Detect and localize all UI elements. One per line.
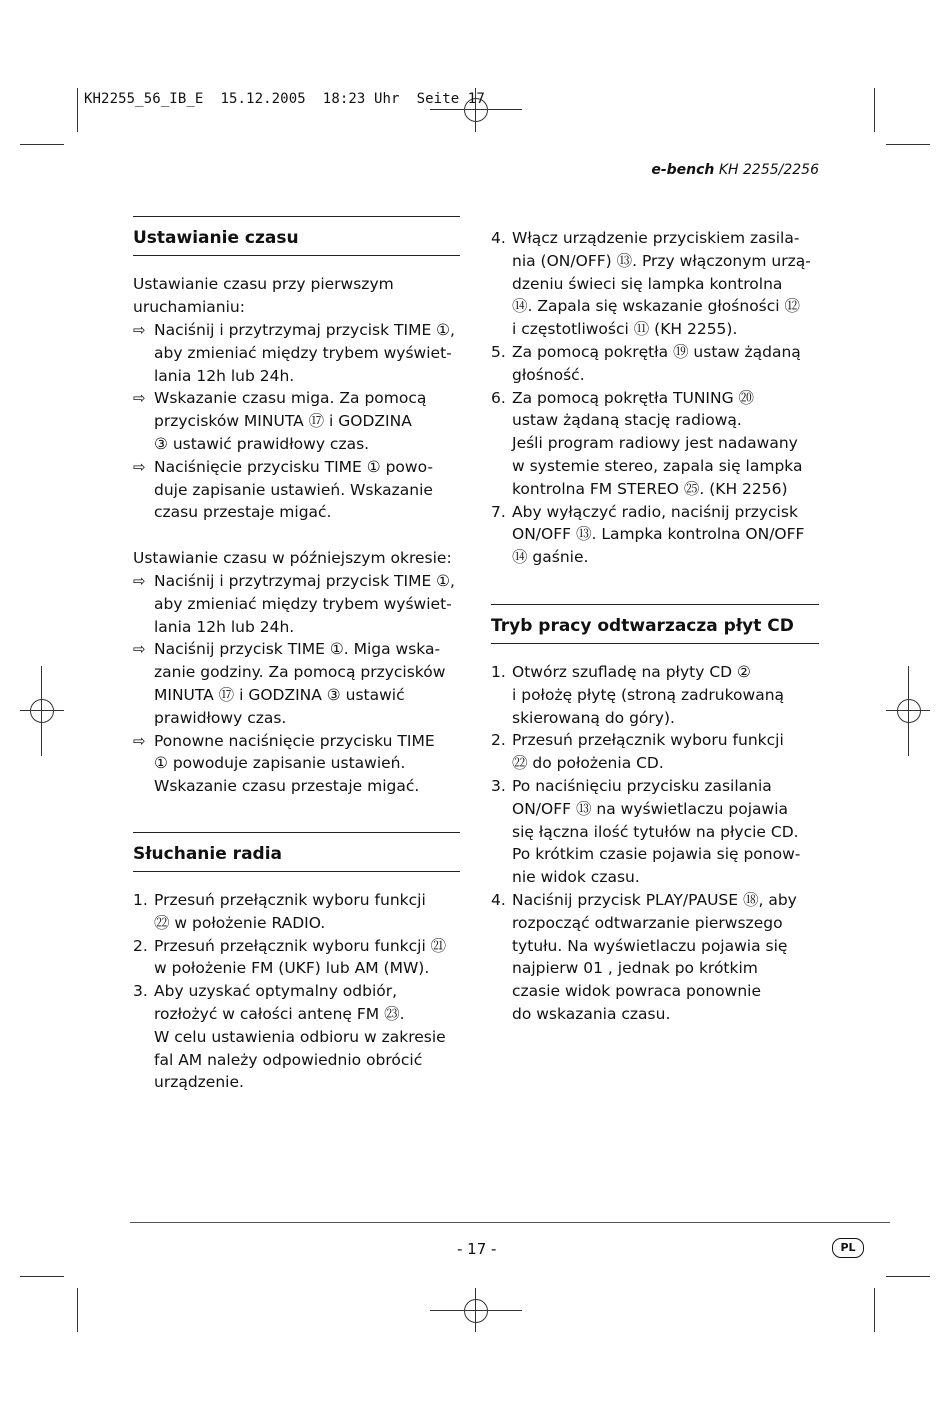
time-first-list: ⇨ Naciśnij i przytrzymaj przycisk TIME ①, aby zmieniać między trybem wyświet- lania 12h lub 24h. ⇨ Wskazanie czasu miga. Za pomocą przycisków MINUTA ⑰ i GODZINA ③ ustawić prawidłowy czas. ⇨ Naciśnięcie przycisku TIME ① powo- duje zapisanie ustawień. Wskazanie czasu przestaje migać. [133, 321, 455, 522]
section-rule [491, 604, 819, 605]
section-rule [133, 871, 460, 872]
section-rule [491, 643, 819, 644]
section-rule [133, 255, 460, 256]
running-header [651, 162, 819, 178]
time-intro-first: Ustawianie czasu przy pierwszym uruchamianiu: [133, 275, 394, 316]
registration-mark [464, 1299, 488, 1323]
list-item: 3. Aby uzyskać optymalny odbiór, [133, 982, 398, 1001]
list-item: ⇨ Naciśnij i przytrzymaj przycisk TIME ①, [133, 570, 455, 593]
list-item: ⇨ Naciśnij i przytrzymaj przycisk TIME ①, [133, 319, 455, 342]
registration-mark [897, 699, 921, 723]
arrow-right-icon: ⇨ [133, 731, 146, 750]
list-item: 2. Przesuń przełącznik wyboru funkcji ㉑ [133, 936, 447, 955]
section-title-time: Ustawianie czasu [133, 228, 299, 248]
crop-mark [77, 88, 78, 132]
arrow-right-icon: ⇨ [133, 640, 146, 659]
crop-mark [77, 1288, 78, 1332]
registration-mark [30, 699, 54, 723]
radio-steps-continued: 4. Włącz urządzenie przyciskiem zasila- nia (ON/OFF) ⑬. Przy włączonym urzą- dzeniu świeci się lampka kontrolna ⑭. Zapala się wskazanie głośności ⑫ i częstotliwości ⑪ (KH 2255). 5. Za pomocą pokrętła ⑲ ustaw żądaną głośność. 6. Za pomocą pokrętła TUNING ⑳ ustaw żądaną stację radiową. Jeśli program radiowy jest nadawany w systemie stereo, zapala się lampka kontrolna FM STEREO ㉕. (KH 2256) 7. Aby wyłączyć radio, naciśnij przycisk ON/OFF ⑬. Lampka kontrolna ON/OFF ⑭ gaśnie. [491, 229, 811, 567]
section-rule [133, 832, 460, 833]
list-item: 5. Za pomocą pokrętła ⑲ ustaw żądaną [491, 342, 801, 361]
list-item: 1. Przesuń przełącznik wyboru funkcji [133, 891, 426, 909]
section-rule [133, 216, 460, 217]
arrow-right-icon: ⇨ [133, 457, 146, 476]
list-item: ⇨ Ponowne naciśnięcie przycisku TIME [133, 730, 455, 753]
footer-rule [130, 1222, 890, 1223]
list-item: ⇨ Wskazanie czasu miga. Za pomocą [133, 387, 455, 410]
list-item: ⇨ Naciśnij przycisk TIME ①. Miga wska- [133, 638, 455, 661]
crop-mark [886, 1276, 930, 1277]
cd-steps-list: 1. Otwórz szufladę na płyty CD ② i położę płytę (stroną zadrukowaną skierowaną do góry). 2. Przesuń przełącznik wyboru funkcji ㉒ do położenia CD. 3. Po naciśnięciu przycisku zasilania ON/OFF ⑬ na wyświetlaczu pojawia się łączna ilość tytułów na płycie CD. Po krótkim czasie pojawia się ponow- nie widok czasu. 4. Naciśnij przycisk PLAY/PAUSE ⑱, aby rozpocząć odtwarzanie pierwszego tytułu. Na wyświetlaczu pojawia się najpierw 01 , jednak po krótkim czasie widok powraca ponownie do wskazania czasu. [491, 663, 801, 1023]
crop-mark [886, 144, 930, 145]
list-item: 2. Przesuń przełącznik wyboru funkcji [491, 731, 784, 750]
list-item: 1. Otwórz szufladę na płyty CD ② [491, 663, 751, 681]
crop-mark [874, 88, 875, 132]
time-intro-later: Ustawianie czasu w późniejszym okresie: [133, 549, 452, 567]
page-number: - 17 - [457, 1240, 497, 1258]
language-badge: PL [832, 1238, 864, 1258]
time-later-list: ⇨ Naciśnij i przytrzymaj przycisk TIME ①, aby zmieniać między trybem wyświet- lania 12h lub 24h. ⇨ Naciśnij przycisk TIME ①. Miga wska- zanie godziny. Za pomocą przycisków MINUTA ⑰ i GODZINA ③ ustawić prawidłowy czas. ⇨ Ponowne naciśnięcie przycisku TIME ① powoduje zapisanie ustawień. Wskazanie czasu przestaje migać. [133, 572, 455, 796]
arrow-right-icon: ⇨ [133, 321, 146, 339]
radio-steps-list: 1. Przesuń przełącznik wyboru funkcji ㉒ w położenie RADIO. 2. Przesuń przełącznik wyboru funkcji ㉑ w położenie FM (UKF) lub AM (MW). 3. Aby uzyskać optymalny odbiór, rozłożyć w całości antenę FM ㉓. W celu ustawienia odbioru w zakresie fal AM należy odpowiednio obrócić urządzenie. [133, 891, 447, 1092]
arrow-right-icon: ⇨ [133, 572, 146, 590]
crop-mark [20, 144, 64, 145]
crop-mark [874, 1288, 875, 1332]
list-item: 6. Za pomocą pokrętła TUNING ⑳ [491, 388, 755, 407]
print-slug: KH2255_56_IB_E 15.12.2005 18:23 Uhr Seite 17 [84, 91, 485, 107]
section-title-radio: Słuchanie radia [133, 844, 283, 864]
crop-mark [20, 1276, 64, 1277]
list-item: 4. Włącz urządzenie przyciskiem zasila- [491, 229, 800, 247]
list-item: 3. Po naciśnięciu przycisku zasilania [491, 776, 772, 795]
header-brand: e-bench [651, 162, 715, 178]
list-item: ⇨ Naciśnięcie przycisku TIME ① powo- [133, 456, 455, 479]
list-item: 4. Naciśnij przycisk PLAY/PAUSE ⑱, aby [491, 890, 797, 909]
section-title-cd: Tryb pracy odtwarzacza płyt CD [491, 616, 794, 636]
list-item: 7. Aby wyłączyć radio, naciśnij przycisk [491, 502, 798, 521]
header-model: KH 2255/2256 [714, 162, 819, 178]
arrow-right-icon: ⇨ [133, 389, 146, 408]
